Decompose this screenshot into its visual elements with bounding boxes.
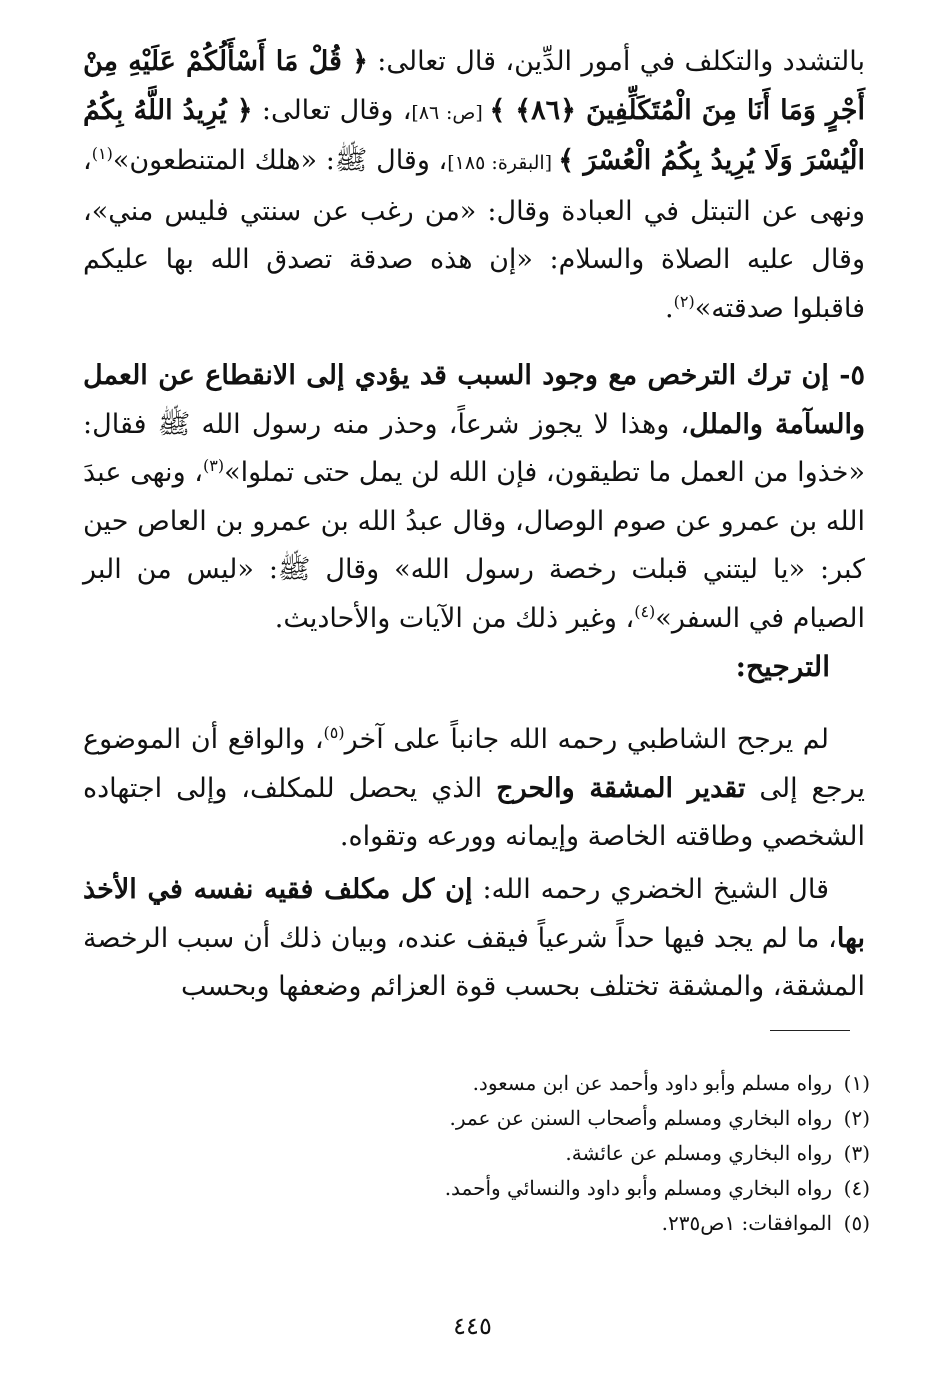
footnote-text: رواه مسلم وأبو داود وأحمد عن ابن مسعود. [472,1071,832,1095]
footnote-divider [770,1030,850,1031]
footnotes [170,1066,870,1241]
footnote-number: (٥) [843,1211,870,1235]
page-number: ٤٤٥ [453,1312,492,1340]
footnote-3 [170,1136,870,1171]
text: ، ما لم يجد فيها حداً شرعياً فيقف عنده، وبيان ذلك أن سبب الرخصة المشقة، والمشقة تختلف بحسب قوة العزائم وضعفها وبحسب [83,922,865,1002]
text: ، وهذا لا يجوز شرعاً، وحذر منه رسول الله ﷺ فقال: «خذوا من العمل ما تطيقون، فإن الله لن يمل حتى تملوا» [83,408,865,488]
footnote-ref: (٥) [323,723,345,742]
footnote-ref: (٤) [634,601,656,621]
bold-phrase: تقدير المشقة والحرج [496,772,746,804]
footnote-number: (٢) [843,1106,870,1130]
footnote-ref: (١) [91,144,113,163]
footnote-number: (٤) [843,1176,870,1200]
paragraph-3 [83,716,865,862]
bold-phrase: إن كل مكلف فقيه نفسه في الأخذ بها [83,874,865,954]
paragraph-2 [83,352,865,643]
text: ، وقال ﷺ: «هلك المتنطعون» [112,145,448,176]
footnote-ref: (٢) [673,291,695,311]
footnote-2 [170,1101,870,1136]
text: ، والواقع أن الموضوع يرجع إلى [83,724,866,804]
quran-quote: ﴿ يُرِيدُ اللَّهُ بِكُمُ الْيُسْرَ وَلَا يُرِيدُ بِكُمُ الْعُسْرَ ﴾ [83,94,865,176]
footnote-5 [170,1206,870,1241]
text: ، ونهى عبدَ الله بن عمرو عن صوم الوصال، وقال عبدُ الله بن عمرو بن العاص حين كبر: «يا ليتني قبلت رخصة رسول الله» وقال ﷺ: «ليس من البر الصيام في السفر» [83,457,865,634]
footnote-4 [170,1171,870,1206]
footnote-ref: (٣) [202,456,225,475]
paragraph-1 [83,38,865,333]
text: ، وقال تعالى: [252,94,412,126]
footnote-text: رواه البخاري ومسلم وأصحاب السنن عن عمر. [449,1106,832,1130]
text: لم يرجح الشاطبي رحمه الله جانباً على آخر [344,724,829,755]
footnote-text: رواه البخاري ومسلم وأبو داود والنسائي وأحمد. [444,1176,832,1200]
footnote-number: (٣) [843,1141,870,1165]
paragraph-4 [83,866,865,1012]
footnote-text: الموافقات: ١ص٢٣٥. [661,1211,832,1235]
footnote-text: رواه البخاري ومسلم عن عائشة. [565,1141,832,1165]
verse-reference: [ص: ٨٦] [411,101,490,124]
text: قال الشيخ الخضري رحمه الله: [472,874,829,905]
quran-quote: ﴿ قُلْ مَا أَسْأَلُكُمْ عَلَيْهِ مِنْ أَجْرٍ وَمَا أَنَا مِنَ الْمُتَكَلِّفِينَ ﴿٨٦﴾ ﴾ [83,46,865,126]
footnote-number: (١) [843,1071,870,1095]
text: . [665,292,674,324]
verse-reference: [البقرة: ١٨٥] [447,152,559,174]
text: الذي يحصل للمكلف، وإلى اجتهاده الشخصي وطاقته الخاصة وإيمانه وورعه وتقواه. [83,772,865,852]
text: بالتشدد والتكلف في أمور الدِّين، قال تعالى: [367,46,866,77]
bold-statement: ٥- إن ترك الترخص مع وجود السبب قد يؤدي إلى الانقطاع عن العمل والسآمة والملل [83,360,865,440]
footnote-1 [170,1066,870,1101]
text: ، ونهى عن التبتل في العبادة وقال: «من رغب عن سنتي فليس مني»، وقال عليه الصلاة والسلام: «إن هذه صدقة تصدق الله بها عليكم فاقبلوا صدقته» [83,145,865,324]
section-heading: الترجيح: [735,650,830,683]
text: ، وغير ذلك من الآيات والأحاديث. [274,602,635,634]
